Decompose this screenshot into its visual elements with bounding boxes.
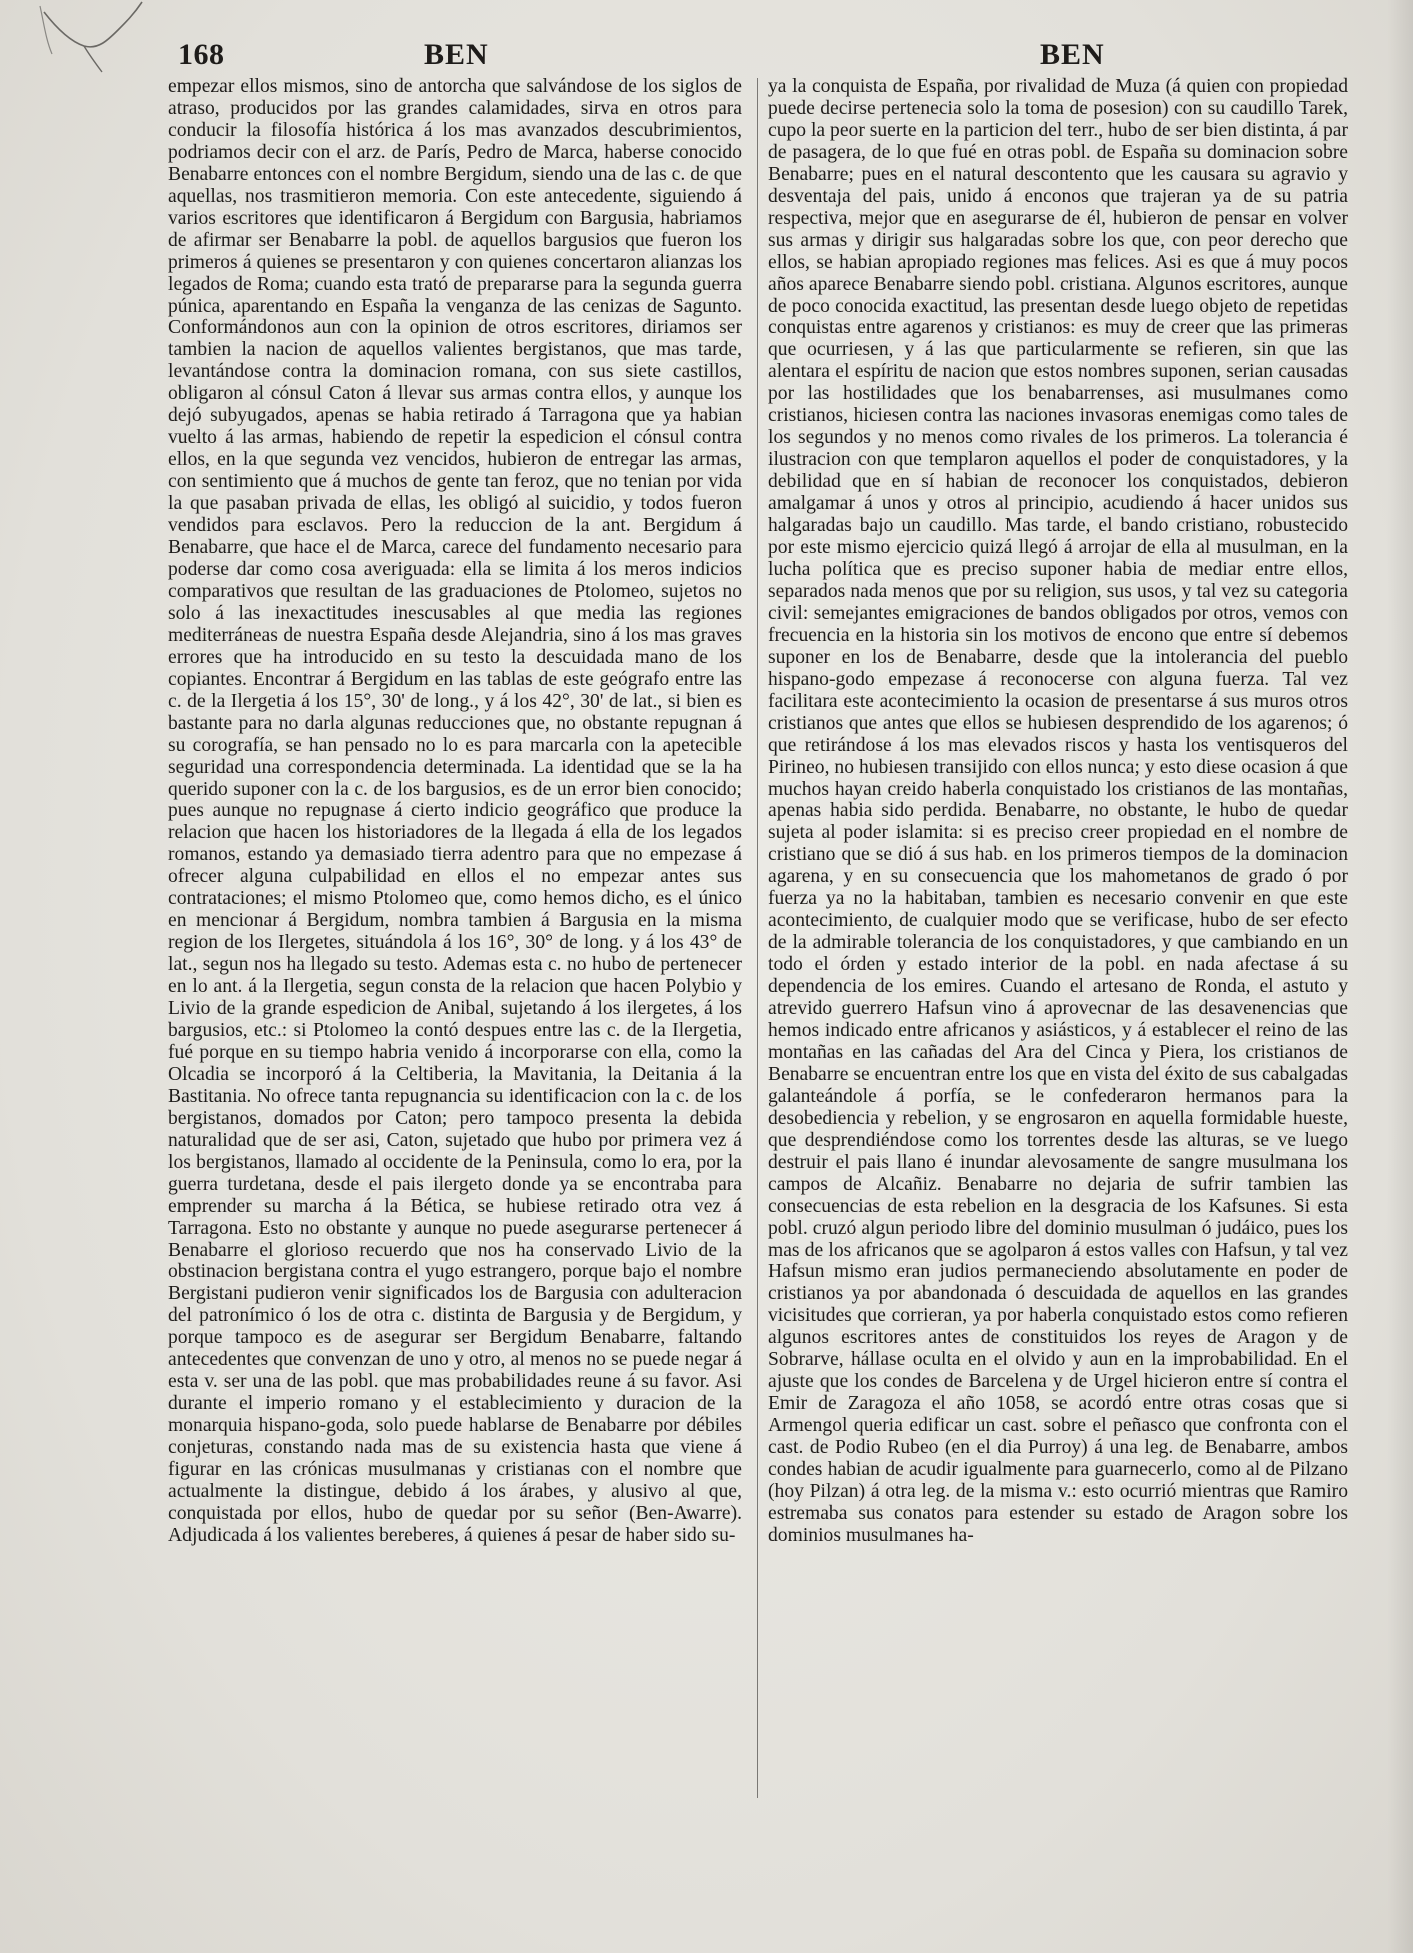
page-edge-shadow — [1387, 0, 1413, 1953]
running-head-right: BEN — [1040, 38, 1105, 71]
column-divider — [757, 78, 758, 1798]
text-column-right — [768, 76, 1348, 1547]
right-column-text: ya la conquista de España, por rivalidad de Muza (á quien con propiedad puede decirse pertenecia solo la toma de posesion) con su caudillo Tarek, cupo la peor suerte en la particion del terr., hubo de ser bien distinta, á par de pasagera, de lo que fué en otras pobl. de España su dominacion sobre Benabarre; pues en el natural descontento que les causara su agravio y desventaja del pais, unido á enconos que trajeran ya de su patria respectiva, mejor que en asegurarse de él, hubieron de pensar en volver sus armas y dirigir sus halgaradas sobre los que, con peor derecho que ellos, se habian apropiado regiones mas felices. Asi es que á muy pocos años aparece Benabarre siendo pobl. cristiana. Algunos escritores, aunque de poco conocida exactitud, las presentan desde luego objeto de repetidas conquistas entre agarenos y cristianos: es muy de creer que las primeras que ocurriesen, y á las que particularmente se refieren, sin que las alentara el espíritu de nacion que estos nombres suponen, serian causadas por las hostilidades que los benabarrenses, asi musulmanes como cristianos, hiciesen contra las naciones invasoras enemigas como tales de los segundos y no menos como rivales de los primeros. La tolerancia é ilustracion con que templaron aquellos el poder de conquistadores, y la debilidad que en sí habian de reconocer los conquistados, debieron amalgamar á unos y otros al principio, acudiendo á hacer unidos sus halgaradas bajo un caudillo. Mas tarde, el bando cristiano, robustecido por este mismo ejercicio quizá llegó á arrojar de ella al musulman, en la lucha política que es preciso suponer habia de mediar entre ellos, separados nada menos que por su religion, sus usos, y tal vez su categoria civil: semejantes emigraciones de bandos obligados por otros, vemos con frecuencia en la historia sin los motivos de encono que entre sí debemos suponer en los de Benabarre, desde que la intolerancia del pueblo hispano-godo empezase á reconocerse con alguna fuerza. Tal vez facilitara este acontecimiento la ocasion de presentarse á sus muros otros cristianos que antes que ellos se hubiesen desprendido de los agarenos; ó que retirándose á los mas elevados riscos y hasta los ventisqueros del Pirineo, no hubiesen transijido con ellos nunca; y esto diese ocasion á que muchos hayan creido haberla conquistado los cristianos de las montañas, apenas habia sido perdida. Benabarre, no obstante, le hubo de quedar sujeta al poder islamita: si es preciso creer propiedad en el nombre de cristiano que se dió á sus hab. en los primeros tiempos de la dominacion agarena, y en su consecuencia que los mahometanos de grado ó por fuerza ya no la habitaban, tambien es necesario convenir en que este acontecimiento, de cualquier modo que se verificase, hubo de ser efecto de la admirable tolerancia de los conquistadores, y que cambiando en un todo el órden y estado interior de la pobl. en nada afectase á su dependencia de los emires. Cuando el artesano de Ronda, el astuto y atrevido guerrero Hafsun vino á aprovecnar de las desavenencias que hemos indicado entre africanos y asiásticos, y á establecer el reino de las montañas en las cañadas del Ara del Cinca y Piera, los cristianos de Benabarre se encuentran entre los que en vista del éxito de sus cabalgadas galanteándole á porfía, se le confederaron hermanos para la desobediencia y rebelion, y se engrosaron en aquella formidable hueste, que desprendiéndose como los torrentes desde las alturas, se ve luego destruir el pais llano é inundar alevosamente de sangre musulmana los campos de Alcañiz. Benabarre no dejaria de sufrir tambien las consecuencias de esta rebelion en la desgracia de los Kafsunes. Si esta pobl. cruzó algun periodo libre del dominio musulman ó judáico, pues los mas de los africanos que se agolparon á estos valles con Hafsun, y tal vez Hafsun mismo eran judios permaneciendo absolutamente en poder de cristianos ya por abandonada ó descuidada de aquellos en las grandes vicisitudes que corrieran, ya por haberla conquistado estos como refieren algunos escritores antes de constituidos los reyes de Aragon y de Sobrarve, hállase oculta en el olvido y aun en la improbabilidad. En el ajuste que los condes de Barcelena y de Urgel hicieron entre sí contra el Emir de Zaragoza el año 1058, se acordó entre otras cosas que si Armengol queria edificar un cast. sobre el peñasco que confronta con el cast. de Podio Rubeo (en el dia Purroy) á una leg. de Benabarre, ambos condes habian de acudir igualmente para guarnecerlo, como al de Pilzano (hoy Pilzan) á otra leg. de la misma v.: esto ocurrió mientras que Ramiro estremaba sus conatos para estender su estado de Aragon sobre los dominios musulmanes ha- — [768, 76, 1348, 1546]
text-column-left — [168, 76, 742, 1547]
running-head-left: BEN — [424, 38, 489, 71]
page-number: 168 — [178, 38, 225, 71]
left-column-text: empezar ellos mismos, sino de antorcha que salvándose de los siglos de atraso, producidos por las grandes calamidades, sirva en otros para conducir la filosofía histórica á los mas avanzados descubrimientos, podriamos decir con el arz. de París, Pedro de Marca, haberse conocido Benabarre entonces con el nombre Bergidum, siendo una de las c. de que aquellas, nos trasmitieron memoria. Con este antecedente, siguiendo á varios escritores que identificaron á Bergidum con Bargusia, habriamos de afirmar ser Benabarre la pobl. de aquellos bargusios que fueron los primeros á quienes se presentaron y con quienes concertaron alianzas los legados de Roma; cuando esta trató de prepararse para la segunda guerra púnica, aparentando en España la venganza de las cenizas de Sagunto. Conformándonos aun con la opinion de otros escritores, diriamos ser tambien la nacion de aquellos valientes bergistanos, que mas tarde, levantándose contra la dominacion romana, con sus siete castillos, obligaron al cónsul Caton á llevar sus armas contra ellos, y aunque los dejó subyugados, apenas se habia retirado á Tarragona que ya habian vuelto á las armas, habiendo de repetir la espedicion el cónsul contra ellos, en la que segunda vez vencidos, hubieron de entregar las armas, con sentimiento que á muchos de gente tan feroz, que no tenian por vida la que pasaban privada de ellas, les obligó al suicidio, y todos fueron vendidos para esclavos. Pero la reduccion de la ant. Bergidum á Benabarre, que hace el de Marca, carece del fundamento necesario para poderse dar como cosa averiguada: ella se limita á los meros indicios comparativos que resultan de las graduaciones de Ptolomeo, sujetos no solo á las inexactitudes inescusables al que media las regiones mediterráneas de nuestra España desde Alejandria, sino á los mas graves errores que ha introducido en su testo la descuidada mano de los copiantes. Encontrar á Bergidum en las tablas de este geógrafo entre las c. de la Ilergetia á los 15°, 30' de long., y á los 42°, 30' de lat., si bien es bastante para no darla algunas reducciones que, no obstante repugnan á su corografía, se han pensado no lo es para marcarla con la apetecible seguridad una correspondencia determinada. La identidad que se la ha querido suponer con la c. de los bargusios, es de un error bien conocido; pues aunque no repugnase á cierto indicio geográfico que produce la relacion que hacen los historiadores de la llegada á ella de los legados romanos, estando ya demasiado tierra adentro para que no empezase á ofrecer alguna culpabilidad en ellos el no empezar antes sus contrataciones; el mismo Ptolomeo que, como hemos dicho, es el único en mencionar á Bergidum, nombra tambien á Bargusia en la misma region de los Ilergetes, situándola á los 16°, 30° de long. y á los 43° de lat., segun nos ha llegado su testo. Ademas esta c. no hubo de pertenecer en lo ant. á la Ilergetia, segun consta de la relacion que hacen Polybio y Livio de la grande espedicion de Anibal, sujetando á los ilergetes, á los bargusios, etc.: si Ptolomeo la contó despues entre las c. de la Ilergetia, fué porque en su tiempo habria venido á incorporarse con ella, como la Olcadia se incorporó á la Celtiberia, la Mavitania, la Deitania á la Bastitania. No ofrece tanta repugnancia su identificacion con la c. de los bergistanos, domados por Caton; pero tampoco presenta la debida naturalidad que de ser asi, Caton, sujetado que hubo por primera vez á los bergistanos, llamado al occidente de la Peninsula, como lo era, por la guerra turdetana, desde el pais ilergeto donde ya se encontraba para emprender su marcha á la Bética, se hubiese retirado otra vez á Tarragona. Esto no obstante y aunque no puede asegurarse pertenecer á Benabarre el glorioso recuerdo que nos ha conservado Livio de la obstinacion bergistana contra el yugo estrangero, porque bajo el nombre Bergistani pudieron venir significados los de Bargusia con adulteracion del patronímico ó los de otra c. distinta de Bargusia y de Bergidum, y porque tampoco es de asegurar ser Bergidum Benabarre, faltando antecedentes que convenzan de uno y otro, al menos no se puede negar á esta v. ser una de las pobl. que mas probabilidades reune á su favor. Asi durante el imperio romano y el establecimiento y duracion de la monarquia hispano-goda, solo puede hablarse de Benabarre por débiles conjeturas, constando nada mas de su existencia hasta que viene á figurar en las crónicas musulmanas y cristianas con el nombre que actualmente la distingue, debido á los árabes, y alusivo al que, conquistada por ellos, hubo de quedar por su señor (Ben-Awarre). Adjudicada á los valientes bereberes, á quienes á pesar de haber sido su- — [168, 76, 742, 1546]
handwritten-corner-mark — [38, 0, 148, 80]
